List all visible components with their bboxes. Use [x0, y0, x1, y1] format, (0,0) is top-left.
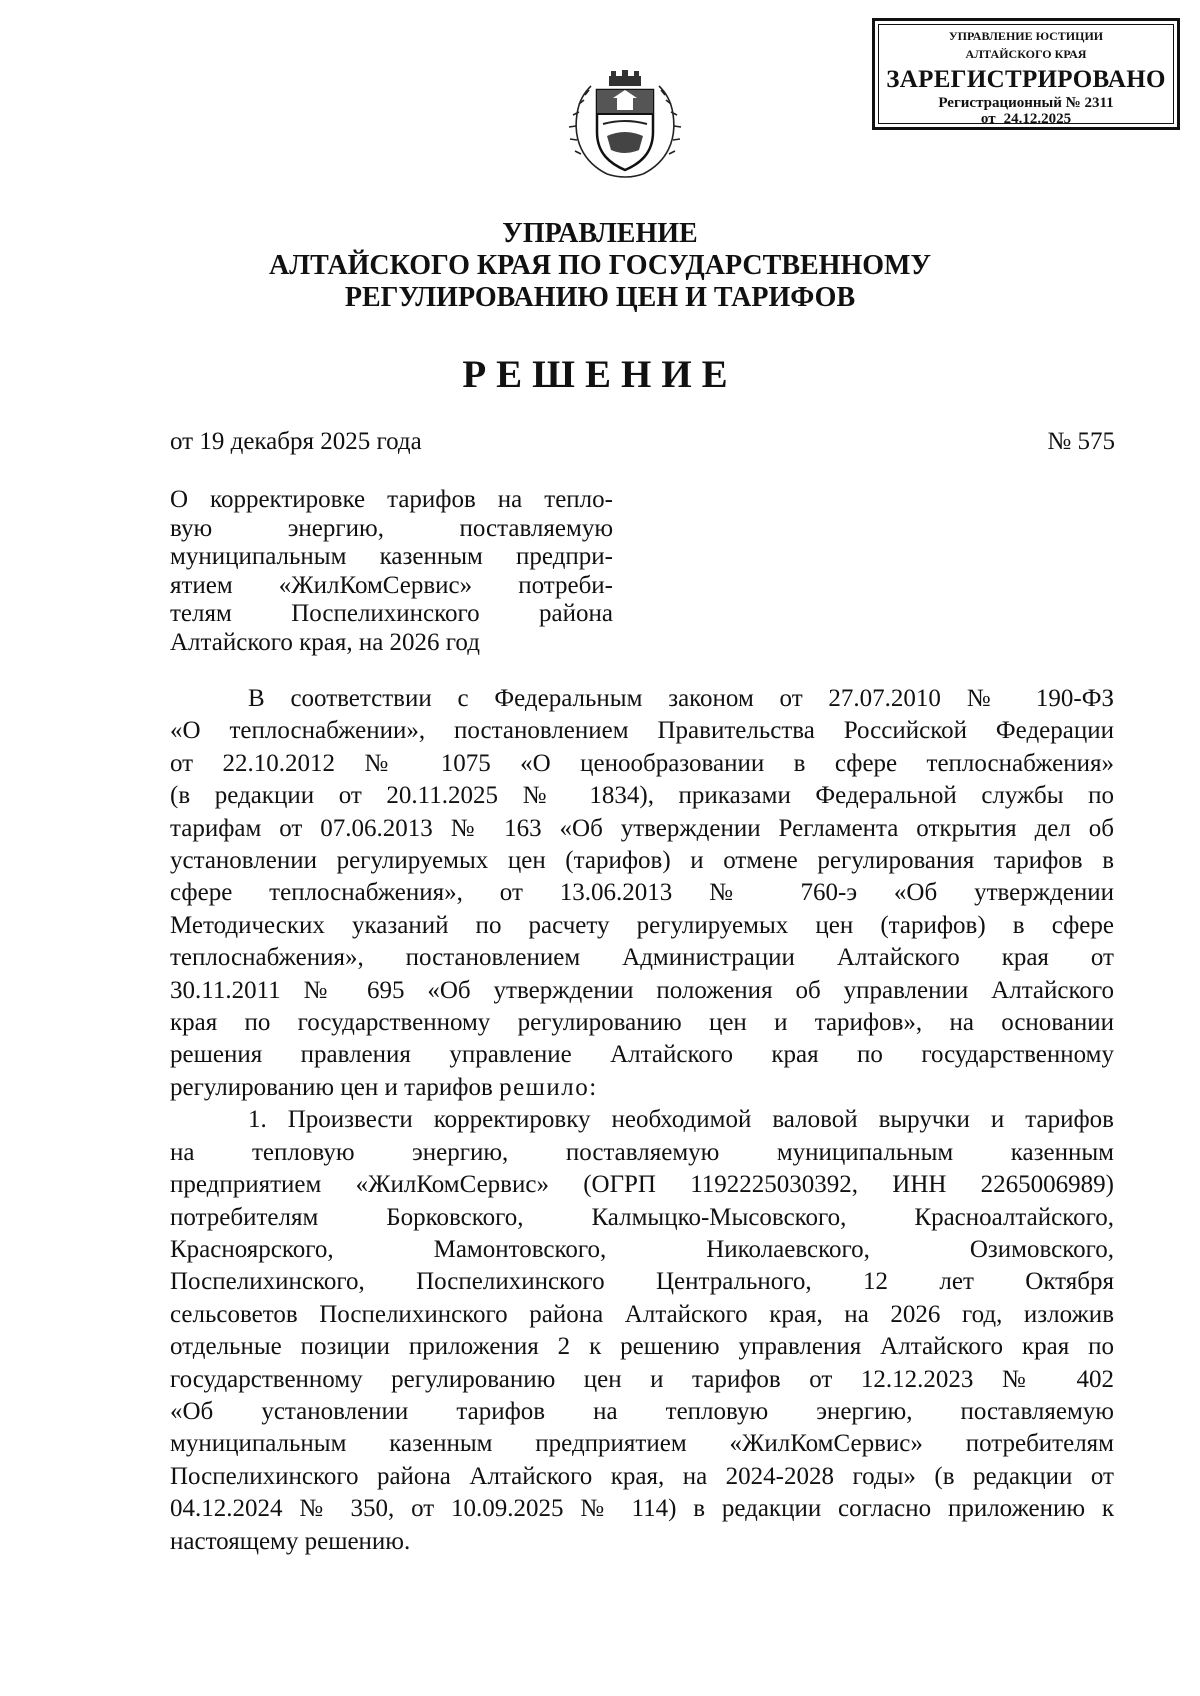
subject-line: вую энергию, поставляемую	[170, 514, 613, 542]
preamble-last-line	[170, 1072, 1114, 1104]
preamble-last-prefix: регулированию цен и тарифов	[170, 1073, 500, 1101]
item1-line: «Об установлении тарифов на тепловую энергию, поставляемую	[170, 1397, 1114, 1425]
preamble-line: тарифам от 07.06.2013 № 163 «Об утверждении Регламента открытия дел об	[170, 814, 1114, 842]
preamble-line: «О теплоснабжении», постановлением Правительства Российской Федерации	[170, 717, 1114, 745]
agency-heading-line-1: УПРАВЛЕНИЕ	[502, 218, 698, 249]
item1-line: сельсоветов Поспелихинского района Алтайского края, на 2026 год, изложив	[170, 1300, 1114, 1328]
registration-stamp-inner	[878, 24, 1174, 127]
subject-line: О корректировке тарифов на тепло-	[170, 486, 613, 513]
item1-line: Красноярского, Мамонтовского, Николаевского, Озимовского,	[170, 1235, 1114, 1263]
stamp-agency-line-2: АЛТАЙСКОГО КРАЯ	[965, 47, 1087, 61]
preamble-line: края по государственному регулированию цен и тарифов», на основании	[170, 1009, 1114, 1037]
preamble-line: Методических указаний по расчету регулируемых цен (тарифов) в сфере	[170, 911, 1114, 939]
subject-line: ятием «ЖилКомСервис» потреби-	[170, 571, 613, 599]
item1-line: потребителям Борковского, Калмыцко-Мысовского, Красноалтайского,	[170, 1203, 1114, 1231]
decision-number: № 575	[1047, 428, 1115, 455]
stamp-date: 24.12.2025	[1003, 111, 1072, 127]
preamble-line: установлении регулируемых цен (тарифов) и отмене регулирования тарифов в	[170, 847, 1114, 875]
decision-subject	[170, 486, 613, 657]
decided-word: решило:	[499, 1073, 598, 1101]
agency-heading-line-2: АЛТАЙСКОГО КРАЯ ПО ГОСУДАРСТВЕННОМУ	[269, 250, 931, 281]
preamble-line: от 22.10.2012 № 1075 «О ценообразовании в сфере теплоснабжения»	[170, 749, 1114, 777]
altai-krai-coat-of-arms-icon	[567, 70, 683, 182]
item1-line: 1. Произвести корректировку необходимой валовой выручки и тарифов	[248, 1106, 1114, 1134]
document-type: РЕШЕНИЕ	[462, 353, 738, 396]
decision-date: от 19 декабря 2025 года	[170, 428, 422, 455]
agency-heading-line-3: РЕГУЛИРОВАНИЮ ЦЕН И ТАРИФОВ	[344, 282, 856, 313]
stamp-title: ЗАРЕГИСТРИРОВАНО	[886, 66, 1166, 93]
item1-line: Поспелихинского, Поспелихинского Центрального, 12 лет Октября	[170, 1268, 1114, 1296]
registration-stamp	[872, 18, 1180, 130]
preamble-line: теплоснабжения», постановлением Администрации Алтайского края от	[170, 944, 1114, 972]
subject-line: муниципальным казенным предпри-	[170, 543, 613, 570]
preamble-line: В соответствии с Федеральным законом от 27.07.2010 № 190-ФЗ	[248, 685, 1114, 712]
item1-line: на тепловую энергию, поставляемую муниципальным казенным	[170, 1138, 1114, 1166]
item1-line: настоящему решению.	[170, 1527, 411, 1555]
stamp-agency-line-1: УПРАВЛЕНИЕ ЮСТИЦИИ	[948, 29, 1104, 43]
agency-heading	[150, 218, 1050, 314]
item1-line: муниципальным казенным предприятием «ЖилКомСервис» потребителям	[170, 1430, 1114, 1458]
subject-line: телям Поспелихинского района	[170, 600, 613, 627]
preamble-line: (в редакции от 20.11.2025 № 1834), приказами Федеральной службы по	[170, 782, 1114, 810]
decision-body	[170, 683, 1114, 1558]
stamp-date-prefix: от	[980, 111, 996, 127]
preamble-line: 30.11.2011 № 695 «Об утверждении положения об управлении Алтайского	[170, 976, 1114, 1004]
subject-line: Алтайского края, на 2026 год	[170, 628, 480, 656]
preamble-line: сфере теплоснабжения», от 13.06.2013 № 760-э «Об утверждении	[170, 879, 1114, 907]
stamp-reg-number: Регистрационный № 2311	[938, 95, 1114, 111]
item1-line: Поспелихинского района Алтайского края, на 2024-2028 годы» (в редакции от	[170, 1462, 1114, 1490]
item1-line: предприятием «ЖилКомСервис» (ОГРП 1192225030392, ИНН 2265006989)	[170, 1171, 1114, 1199]
stamp-date-line	[879, 111, 1173, 127]
item1-line: государственному регулированию цен и тарифов от 12.12.2023 № 402	[170, 1365, 1114, 1393]
item1-line: 04.12.2024 № 350, от 10.09.2025 № 114) в редакции согласно приложению к	[170, 1495, 1114, 1523]
item1-line: отдельные позиции приложения 2 к решению управления Алтайского края по	[170, 1333, 1114, 1361]
preamble-line: решения правления управление Алтайского края по государственному	[170, 1041, 1114, 1069]
